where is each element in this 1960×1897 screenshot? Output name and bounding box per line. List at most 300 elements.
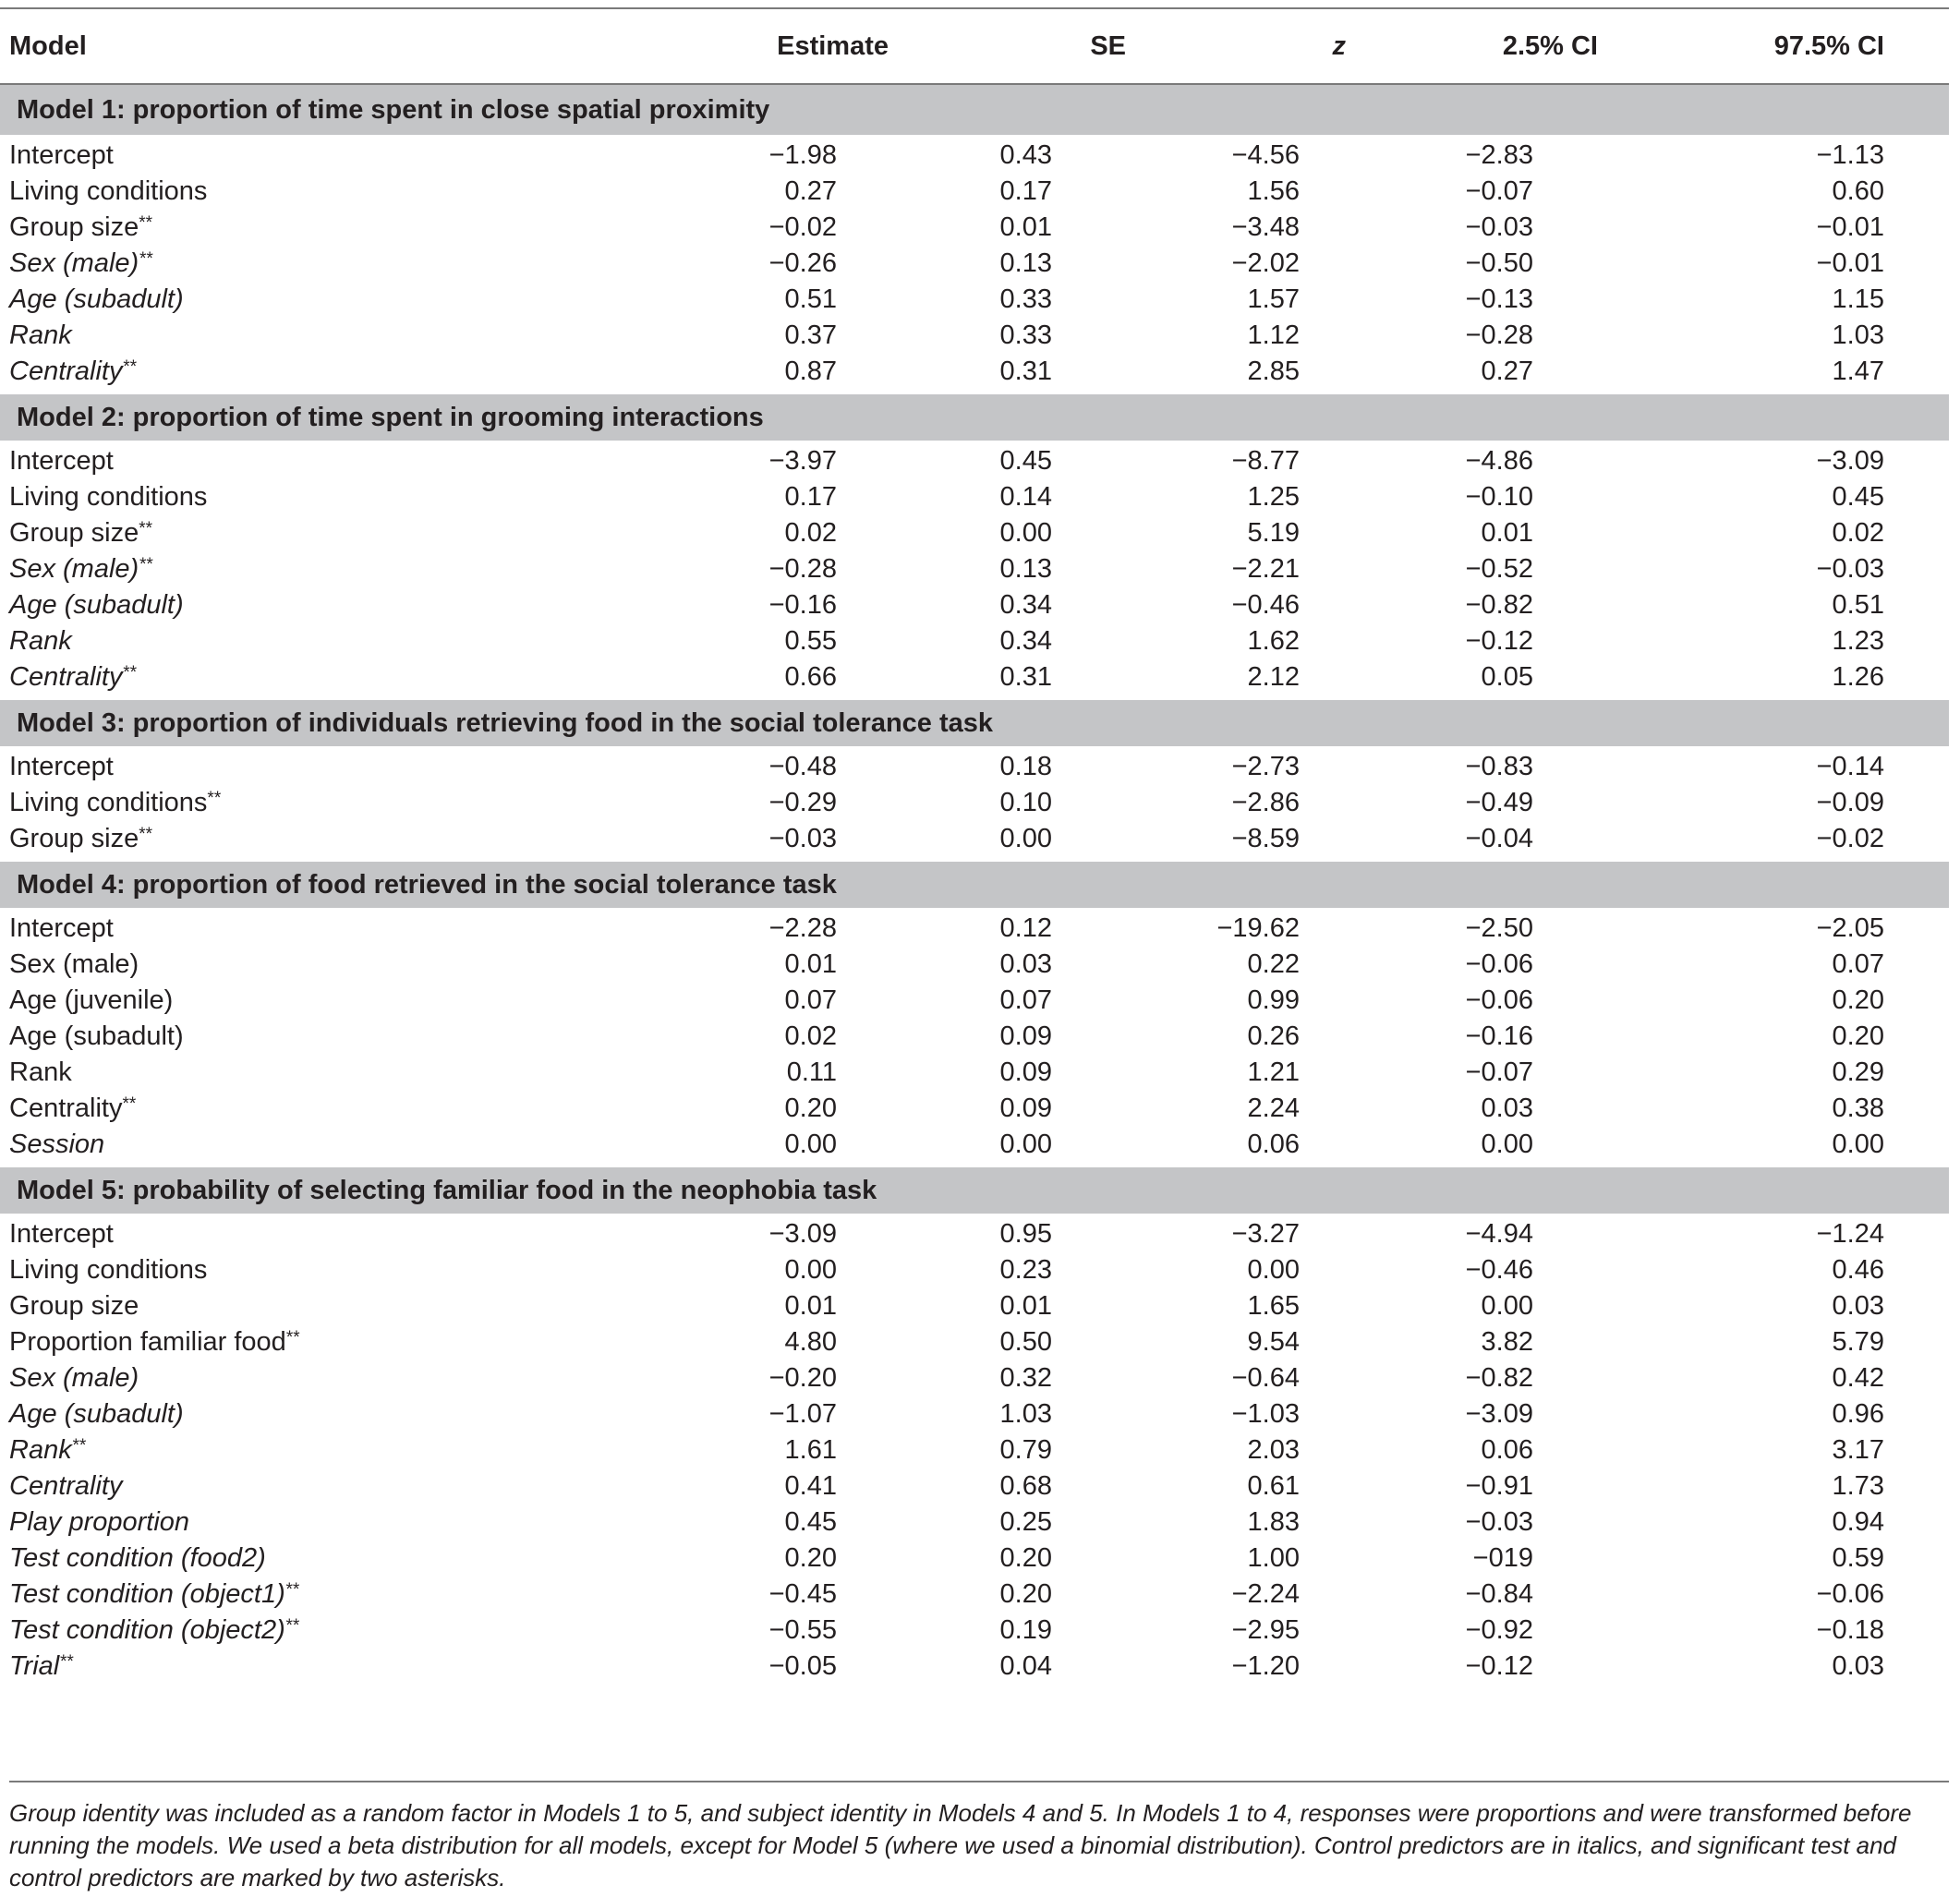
cell-estimate: 0.00 xyxy=(784,1255,837,1285)
cell-estimate: 1.61 xyxy=(784,1435,837,1465)
section-spacer xyxy=(0,1682,1949,1689)
cell-ci-low: −0.82 xyxy=(1465,1363,1533,1393)
cell-se: 0.12 xyxy=(999,913,1052,943)
table-row xyxy=(0,1430,1949,1466)
cell-ci-high: 3.17 xyxy=(1832,1435,1884,1465)
predictor-name: Group size xyxy=(9,518,139,548)
row-label xyxy=(0,351,702,387)
predictor-name: Proportion familiar food xyxy=(9,1327,286,1357)
row-label xyxy=(0,746,702,782)
cell-estimate: −3.09 xyxy=(768,1219,837,1249)
row-label xyxy=(0,207,702,243)
cell-ci-high: −0.03 xyxy=(1816,554,1884,584)
cell-ci-low: −0.49 xyxy=(1465,788,1533,817)
cell-ci-high: 0.96 xyxy=(1832,1399,1884,1429)
significance-marker: ** xyxy=(59,1652,74,1672)
row-label xyxy=(0,944,702,980)
cell-estimate: −0.03 xyxy=(768,824,837,853)
cell-z: 1.21 xyxy=(1247,1057,1300,1087)
table-row xyxy=(0,944,1949,980)
row-label xyxy=(0,1250,702,1286)
predictor-name: Centrality xyxy=(9,356,123,386)
predictor-name: Intercept xyxy=(9,752,114,781)
predictor-name: Play proportion xyxy=(9,1507,190,1537)
cell-ci-low: −0.07 xyxy=(1465,1057,1533,1087)
cell-se: 0.20 xyxy=(999,1579,1052,1609)
cell-z: −1.20 xyxy=(1231,1651,1300,1681)
significance-marker: ** xyxy=(71,1436,86,1456)
significance-marker: ** xyxy=(139,249,152,269)
cell-estimate: −1.07 xyxy=(768,1399,837,1429)
cell-z: 1.56 xyxy=(1247,176,1300,206)
table-row xyxy=(0,315,1949,351)
cell-se: 0.32 xyxy=(999,1363,1052,1393)
predictor-name: Sex (male) xyxy=(9,1363,139,1393)
table-row xyxy=(0,171,1949,207)
predictor-name: Living conditions xyxy=(9,176,208,206)
cell-se: 0.18 xyxy=(999,752,1052,781)
table-row xyxy=(0,351,1949,387)
header-ci-high: 97.5% CI xyxy=(1773,30,1884,61)
cell-ci-high: 1.15 xyxy=(1832,284,1884,314)
cell-z: 5.19 xyxy=(1247,518,1300,548)
cell-se: 0.01 xyxy=(999,212,1052,242)
predictor-name: Age (subadult) xyxy=(9,284,184,314)
significance-marker: ** xyxy=(284,1616,299,1636)
predictor-name: Intercept xyxy=(9,446,114,476)
predictor-name: Session xyxy=(9,1130,105,1159)
cell-ci-high: 0.60 xyxy=(1832,176,1884,206)
row-label xyxy=(0,908,702,944)
cell-ci-high: 0.46 xyxy=(1832,1255,1884,1285)
predictor-name: Living conditions xyxy=(9,1255,208,1285)
cell-ci-high: −0.09 xyxy=(1816,788,1884,817)
cell-ci-low: −0.12 xyxy=(1465,1651,1533,1681)
cell-ci-high: 5.79 xyxy=(1832,1327,1884,1357)
row-label xyxy=(0,980,702,1016)
cell-estimate: −0.48 xyxy=(768,752,837,781)
cell-se: 0.01 xyxy=(999,1291,1052,1321)
row-label xyxy=(0,1466,702,1502)
cell-estimate: −0.55 xyxy=(768,1615,837,1645)
cell-ci-low: −0.04 xyxy=(1465,824,1533,853)
predictor-name: Centrality xyxy=(9,1093,123,1123)
row-label xyxy=(0,1610,702,1646)
cell-ci-low: −0.07 xyxy=(1465,176,1533,206)
cell-estimate: −0.45 xyxy=(768,1579,837,1609)
cell-z: 2.03 xyxy=(1247,1435,1300,1465)
cell-z: −0.46 xyxy=(1231,590,1300,620)
table-row xyxy=(0,243,1949,279)
cell-z: −8.59 xyxy=(1231,824,1300,853)
cell-ci-high: 0.20 xyxy=(1832,985,1884,1015)
cell-ci-high: 0.03 xyxy=(1832,1291,1884,1321)
table-row xyxy=(0,1502,1949,1538)
cell-se: 0.34 xyxy=(999,590,1052,620)
cell-estimate: −0.28 xyxy=(768,554,837,584)
predictor-name: Age (subadult) xyxy=(9,590,184,620)
row-label xyxy=(0,1646,702,1682)
table-body xyxy=(0,84,1949,1689)
row-label xyxy=(0,1574,702,1610)
cell-ci-high: −2.05 xyxy=(1816,913,1884,943)
header-model: Model xyxy=(9,30,87,61)
cell-z: 1.83 xyxy=(1247,1507,1300,1537)
row-label xyxy=(0,1124,702,1160)
cell-ci-low: −0.12 xyxy=(1465,626,1533,656)
cell-z: −3.48 xyxy=(1231,212,1300,242)
row-label xyxy=(0,1016,702,1052)
row-label xyxy=(0,243,702,279)
cell-estimate: 0.55 xyxy=(784,626,837,656)
predictor-name: Rank xyxy=(9,626,72,656)
cell-z: −2.02 xyxy=(1231,248,1300,278)
cell-ci-low: −0.03 xyxy=(1465,1507,1533,1537)
significance-marker: ** xyxy=(285,1328,300,1347)
cell-ci-low: −0.28 xyxy=(1465,320,1533,350)
significance-marker: ** xyxy=(139,825,153,844)
row-label xyxy=(0,1358,702,1394)
cell-se: 0.13 xyxy=(999,554,1052,584)
row-label xyxy=(0,657,702,693)
section-header xyxy=(0,862,1949,908)
cell-estimate: −0.20 xyxy=(768,1363,837,1393)
predictor-name: Rank xyxy=(9,1435,72,1465)
cell-ci-low: 0.06 xyxy=(1481,1435,1533,1465)
cell-ci-high: −0.18 xyxy=(1816,1615,1884,1645)
cell-estimate: −0.29 xyxy=(768,788,837,817)
table-row xyxy=(0,477,1949,513)
row-label xyxy=(0,782,702,818)
predictor-name: Rank xyxy=(9,1057,72,1087)
cell-estimate: 0.41 xyxy=(784,1471,837,1501)
cell-estimate: −0.02 xyxy=(768,212,837,242)
significance-marker: ** xyxy=(139,519,153,538)
section-header xyxy=(0,394,1949,441)
cell-ci-high: 0.45 xyxy=(1832,482,1884,512)
section-header xyxy=(0,84,1949,135)
cell-ci-high: 0.00 xyxy=(1832,1130,1884,1159)
table-row xyxy=(0,1538,1949,1574)
cell-ci-high: −0.02 xyxy=(1816,824,1884,853)
predictor-name: Living conditions xyxy=(9,482,208,512)
cell-estimate: 0.37 xyxy=(784,320,837,350)
predictor-name: Intercept xyxy=(9,140,114,170)
predictor-name: Trial xyxy=(9,1651,60,1681)
significance-marker: ** xyxy=(207,789,222,808)
cell-ci-high: 1.23 xyxy=(1832,626,1884,656)
cell-z: −8.77 xyxy=(1231,446,1300,476)
cell-ci-high: 0.03 xyxy=(1832,1651,1884,1681)
cell-se: 0.17 xyxy=(999,176,1052,206)
cell-ci-low: 0.05 xyxy=(1481,662,1533,692)
row-label xyxy=(0,1538,702,1574)
table-row xyxy=(0,818,1949,854)
cell-ci-low: 0.03 xyxy=(1481,1093,1533,1123)
predictor-name: Centrality xyxy=(9,1471,123,1501)
cell-se: 0.43 xyxy=(999,140,1052,170)
cell-estimate: −0.05 xyxy=(768,1651,837,1681)
cell-z: 1.25 xyxy=(1247,482,1300,512)
row-label xyxy=(0,1088,702,1124)
cell-estimate: 0.20 xyxy=(784,1543,837,1573)
row-label xyxy=(0,1286,702,1322)
cell-se: 0.23 xyxy=(999,1255,1052,1285)
cell-ci-low: −0.52 xyxy=(1465,554,1533,584)
cell-z: −0.64 xyxy=(1231,1363,1300,1393)
cell-z: −2.73 xyxy=(1231,752,1300,781)
table-row xyxy=(0,207,1949,243)
table-footnote: Group identity was included as a random factor in Models 1 to 5, and subject identity in Models 4 and 5. In Models 1 to 4, responses were proportions and were transformed before running the models. We used a beta distribution for all models, except for Model 5 (where we used a binomial distribution). Control predictors are in italics, and significant test and control predictors are marked by two asterisks. xyxy=(9,1781,1949,1894)
row-label xyxy=(0,818,702,854)
section-header xyxy=(0,1167,1949,1214)
cell-ci-high: −3.09 xyxy=(1816,446,1884,476)
cell-se: 0.04 xyxy=(999,1651,1052,1681)
table-row xyxy=(0,1124,1949,1160)
predictor-name: Test condition (food2) xyxy=(9,1543,266,1573)
cell-estimate: 0.01 xyxy=(784,949,837,979)
section-title: Model 5: probability of selecting familiar food in the neophobia task xyxy=(0,1167,1949,1214)
row-label xyxy=(0,477,702,513)
cell-ci-high: 0.51 xyxy=(1832,590,1884,620)
cell-z: 1.00 xyxy=(1247,1543,1300,1573)
cell-se: 0.07 xyxy=(999,985,1052,1015)
predictor-name: Living conditions xyxy=(9,788,208,817)
cell-se: 0.13 xyxy=(999,248,1052,278)
row-label xyxy=(0,1214,702,1250)
cell-estimate: 0.02 xyxy=(784,1021,837,1051)
predictor-name: Sex (male) xyxy=(9,248,139,278)
predictor-name: Group size xyxy=(9,1291,139,1321)
row-label xyxy=(0,1394,702,1430)
row-label xyxy=(0,279,702,315)
significance-marker: ** xyxy=(122,663,137,683)
cell-ci-high: 0.29 xyxy=(1832,1057,1884,1087)
row-label xyxy=(0,513,702,549)
cell-z: 0.61 xyxy=(1247,1471,1300,1501)
cell-ci-high: 0.20 xyxy=(1832,1021,1884,1051)
cell-ci-high: 1.03 xyxy=(1832,320,1884,350)
predictor-name: Group size xyxy=(9,212,139,242)
section-spacer xyxy=(0,387,1949,394)
cell-ci-low: −0.84 xyxy=(1465,1579,1533,1609)
cell-z: −19.62 xyxy=(1216,913,1300,943)
cell-z: −2.86 xyxy=(1231,788,1300,817)
predictor-name: Rank xyxy=(9,320,72,350)
cell-ci-low: −0.06 xyxy=(1465,985,1533,1015)
cell-estimate: 0.87 xyxy=(784,356,837,386)
cell-ci-high: −0.06 xyxy=(1816,1579,1884,1609)
cell-ci-low: −0.13 xyxy=(1465,284,1533,314)
cell-z: 2.12 xyxy=(1247,662,1300,692)
cell-ci-low: 0.00 xyxy=(1481,1291,1533,1321)
cell-z: −4.56 xyxy=(1231,140,1300,170)
significance-marker: ** xyxy=(122,1094,137,1114)
section-spacer xyxy=(0,854,1949,862)
cell-ci-high: 1.47 xyxy=(1832,356,1884,386)
cell-ci-low: −4.94 xyxy=(1465,1219,1533,1249)
cell-ci-low: 0.00 xyxy=(1481,1130,1533,1159)
table-row xyxy=(0,621,1949,657)
cell-estimate: 0.66 xyxy=(784,662,837,692)
section-header xyxy=(0,700,1949,746)
predictor-name: Test condition (object2) xyxy=(9,1615,285,1645)
cell-se: 0.10 xyxy=(999,788,1052,817)
cell-estimate: −0.26 xyxy=(768,248,837,278)
cell-z: 1.65 xyxy=(1247,1291,1300,1321)
header-se: SE xyxy=(1090,30,1126,61)
row-label xyxy=(0,1052,702,1088)
table-row xyxy=(0,1646,1949,1682)
cell-estimate: 0.07 xyxy=(784,985,837,1015)
cell-ci-low: −2.50 xyxy=(1465,913,1533,943)
cell-ci-low: 0.27 xyxy=(1481,356,1533,386)
cell-ci-low: −0.16 xyxy=(1465,1021,1533,1051)
predictor-name: Group size xyxy=(9,824,139,853)
cell-z: −2.21 xyxy=(1231,554,1300,584)
predictor-name: Intercept xyxy=(9,1219,114,1249)
cell-estimate: 0.45 xyxy=(784,1507,837,1537)
cell-se: 0.45 xyxy=(999,446,1052,476)
table-row xyxy=(0,782,1949,818)
table-row xyxy=(0,585,1949,621)
cell-se: 0.03 xyxy=(999,949,1052,979)
predictor-name: Age (juvenile) xyxy=(9,985,174,1015)
cell-ci-low: −0.82 xyxy=(1465,590,1533,620)
section-spacer xyxy=(0,1160,1949,1167)
table-row xyxy=(0,549,1949,585)
table-header xyxy=(0,8,1949,84)
cell-ci-low: −0.06 xyxy=(1465,949,1533,979)
cell-ci-high: −0.14 xyxy=(1816,752,1884,781)
table-row xyxy=(0,1250,1949,1286)
cell-ci-low: −3.09 xyxy=(1465,1399,1533,1429)
cell-z: 0.22 xyxy=(1247,949,1300,979)
predictor-name: Sex (male) xyxy=(9,554,139,584)
cell-se: 0.09 xyxy=(999,1021,1052,1051)
cell-z: −1.03 xyxy=(1231,1399,1300,1429)
cell-z: 0.00 xyxy=(1247,1255,1300,1285)
cell-estimate: 4.80 xyxy=(784,1327,837,1357)
cell-estimate: −0.16 xyxy=(768,590,837,620)
table-row xyxy=(0,441,1949,477)
significance-marker: ** xyxy=(284,1580,299,1600)
predictor-name: Intercept xyxy=(9,913,114,943)
cell-ci-low: −0.91 xyxy=(1465,1471,1533,1501)
cell-se: 0.34 xyxy=(999,626,1052,656)
cell-se: 0.50 xyxy=(999,1327,1052,1357)
table-row xyxy=(0,1610,1949,1646)
cell-estimate: 0.51 xyxy=(784,284,837,314)
table-row xyxy=(0,1574,1949,1610)
cell-ci-low: −019 xyxy=(1472,1543,1533,1573)
table-row xyxy=(0,1088,1949,1124)
header-z: z xyxy=(1332,30,1346,61)
cell-ci-low: 3.82 xyxy=(1481,1327,1533,1357)
cell-z: 2.24 xyxy=(1247,1093,1300,1123)
section-title: Model 3: proportion of individuals retrieving food in the social tolerance task xyxy=(0,700,1949,746)
cell-z: 1.57 xyxy=(1247,284,1300,314)
section-title: Model 1: proportion of time spent in close spatial proximity xyxy=(0,84,1949,135)
table-row xyxy=(0,657,1949,693)
cell-estimate: −1.98 xyxy=(768,140,837,170)
section-title: Model 2: proportion of time spent in grooming interactions xyxy=(0,394,1949,441)
cell-ci-high: 0.38 xyxy=(1832,1093,1884,1123)
cell-se: 0.33 xyxy=(999,320,1052,350)
cell-se: 1.03 xyxy=(999,1399,1052,1429)
cell-z: −3.27 xyxy=(1231,1219,1300,1249)
significance-marker: ** xyxy=(139,555,152,574)
cell-se: 0.33 xyxy=(999,284,1052,314)
cell-estimate: 0.11 xyxy=(786,1057,837,1087)
cell-ci-low: 0.01 xyxy=(1481,518,1533,548)
table-row xyxy=(0,908,1949,944)
cell-se: 0.31 xyxy=(999,662,1052,692)
cell-estimate: −3.97 xyxy=(768,446,837,476)
row-label xyxy=(0,621,702,657)
cell-ci-high: −0.01 xyxy=(1816,248,1884,278)
model-results-table xyxy=(0,7,1949,1689)
cell-ci-high: 0.07 xyxy=(1832,949,1884,979)
cell-z: −2.24 xyxy=(1231,1579,1300,1609)
row-label xyxy=(0,135,702,171)
table-row xyxy=(0,279,1949,315)
row-label xyxy=(0,1502,702,1538)
cell-z: 0.26 xyxy=(1247,1021,1300,1051)
cell-ci-high: −1.24 xyxy=(1816,1219,1884,1249)
cell-z: 2.85 xyxy=(1247,356,1300,386)
cell-ci-low: −0.50 xyxy=(1465,248,1533,278)
significance-marker: ** xyxy=(122,357,137,377)
row-label xyxy=(0,315,702,351)
cell-estimate: 0.17 xyxy=(784,482,837,512)
row-label xyxy=(0,171,702,207)
table-row xyxy=(0,1358,1949,1394)
predictor-name: Test condition (object1) xyxy=(9,1579,285,1609)
table-row xyxy=(0,1052,1949,1088)
header-ci-low: 2.5% CI xyxy=(1502,30,1598,61)
cell-z: 1.12 xyxy=(1247,320,1300,350)
cell-z: 0.99 xyxy=(1247,985,1300,1015)
cell-ci-high: 1.26 xyxy=(1832,662,1884,692)
cell-estimate: 0.02 xyxy=(784,518,837,548)
cell-se: 0.19 xyxy=(999,1615,1052,1645)
header-row xyxy=(0,8,1949,84)
cell-se: 0.31 xyxy=(999,356,1052,386)
cell-ci-low: −0.10 xyxy=(1465,482,1533,512)
cell-se: 0.20 xyxy=(999,1543,1052,1573)
section-spacer xyxy=(0,693,1949,700)
cell-ci-low: −4.86 xyxy=(1465,446,1533,476)
cell-ci-low: −0.46 xyxy=(1465,1255,1533,1285)
cell-z: 9.54 xyxy=(1247,1327,1300,1357)
table-row xyxy=(0,1394,1949,1430)
cell-ci-low: −0.03 xyxy=(1465,212,1533,242)
table-row xyxy=(0,1214,1949,1250)
row-label xyxy=(0,1430,702,1466)
cell-ci-high: 0.59 xyxy=(1832,1543,1884,1573)
cell-ci-high: 1.73 xyxy=(1832,1471,1884,1501)
row-label xyxy=(0,441,702,477)
row-label xyxy=(0,585,702,621)
cell-estimate: 0.20 xyxy=(784,1093,837,1123)
cell-estimate: 0.00 xyxy=(784,1130,837,1159)
predictor-name: Sex (male) xyxy=(9,949,139,979)
cell-z: 0.06 xyxy=(1247,1130,1300,1159)
cell-ci-low: −0.92 xyxy=(1465,1615,1533,1645)
cell-se: 0.09 xyxy=(999,1057,1052,1087)
cell-estimate: −2.28 xyxy=(768,913,837,943)
